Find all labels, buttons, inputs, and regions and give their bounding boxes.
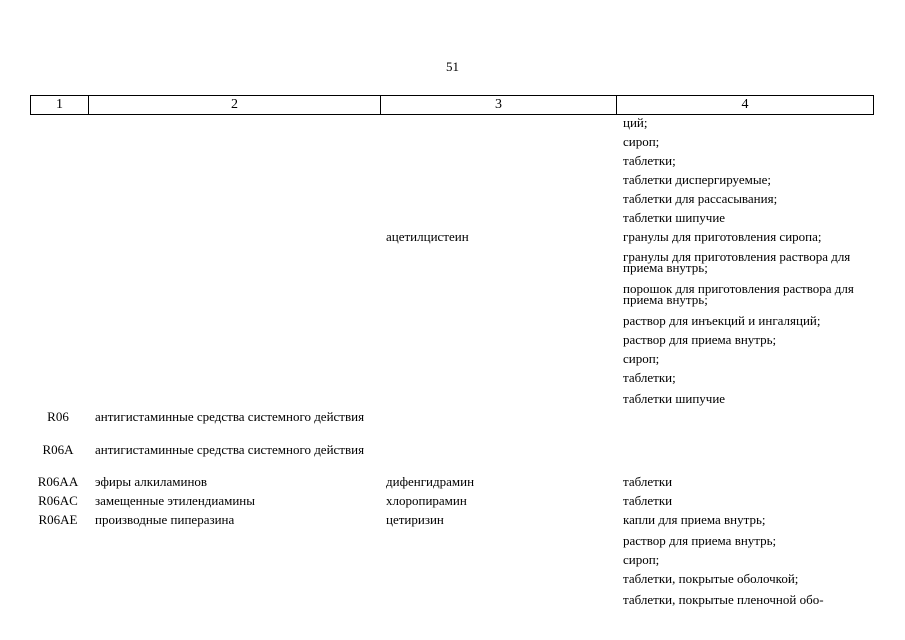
dosage-form: таблетки; (623, 153, 676, 168)
atc-group-name: производные пиперазина (95, 512, 235, 527)
column-header-row (30, 95, 874, 115)
atc-group-name: эфиры алкиламинов (95, 474, 208, 489)
atc-group-name: антигистаминные средства системного действия (95, 442, 365, 457)
atc-code: R06AC (38, 493, 78, 508)
dosage-form: таблетки (623, 493, 673, 508)
dosage-form: таблетки диспергируемые; (623, 172, 771, 187)
dosage-form: раствор для приема внутрь; (623, 533, 777, 548)
header-col-3: 3 (381, 96, 617, 115)
drug-name: дифенгидрамин (386, 474, 475, 489)
dosage-form: таблетки; (623, 370, 676, 385)
atc-group-name: антигистаминные средства системного действия (95, 409, 365, 424)
atc-group-name: замещенные этилендиамины (95, 493, 255, 508)
dosage-form: сироп; (623, 134, 660, 149)
dosage-form: капли для приема внутрь; (623, 512, 766, 527)
dosage-form: раствор для приема внутрь; (623, 332, 777, 347)
atc-code: R06A (42, 442, 74, 457)
header-col-2: 2 (89, 96, 381, 115)
drug-name: цетиризин (386, 512, 444, 527)
atc-code: R06 (47, 409, 69, 424)
dosage-form: таблетки, покрытые пленочной обо- (623, 592, 824, 607)
dosage-form: ций; (623, 115, 648, 130)
dosage-form: сироп; (623, 552, 660, 567)
header-col-1: 1 (31, 96, 89, 115)
drug-name: хлоропирамин (386, 493, 467, 508)
dosage-form: порошок для приготовления раствора для приема внутрь; (623, 281, 854, 307)
atc-code: R06AA (37, 474, 79, 489)
drug-name: ацетилцистеин (386, 229, 469, 244)
atc-code: R06AE (38, 512, 78, 527)
page-number: 51 (446, 59, 459, 74)
dosage-form: сироп; (623, 351, 660, 366)
dosage-form: таблетки шипучие (623, 210, 726, 225)
dosage-form: таблетки, покрытые оболочкой; (623, 571, 799, 586)
dosage-form: гранулы для приготовления сиропа; (623, 229, 822, 244)
dosage-form: гранулы для приготовления раствора для приема внутрь; (623, 249, 851, 275)
dosage-form: таблетки для рассасывания; (623, 191, 778, 206)
dosage-form: таблетки (623, 474, 673, 489)
header-col-4: 4 (617, 96, 874, 115)
dosage-form: таблетки шипучие (623, 391, 726, 406)
dosage-form: раствор для инъекций и ингаляций; (623, 313, 821, 328)
